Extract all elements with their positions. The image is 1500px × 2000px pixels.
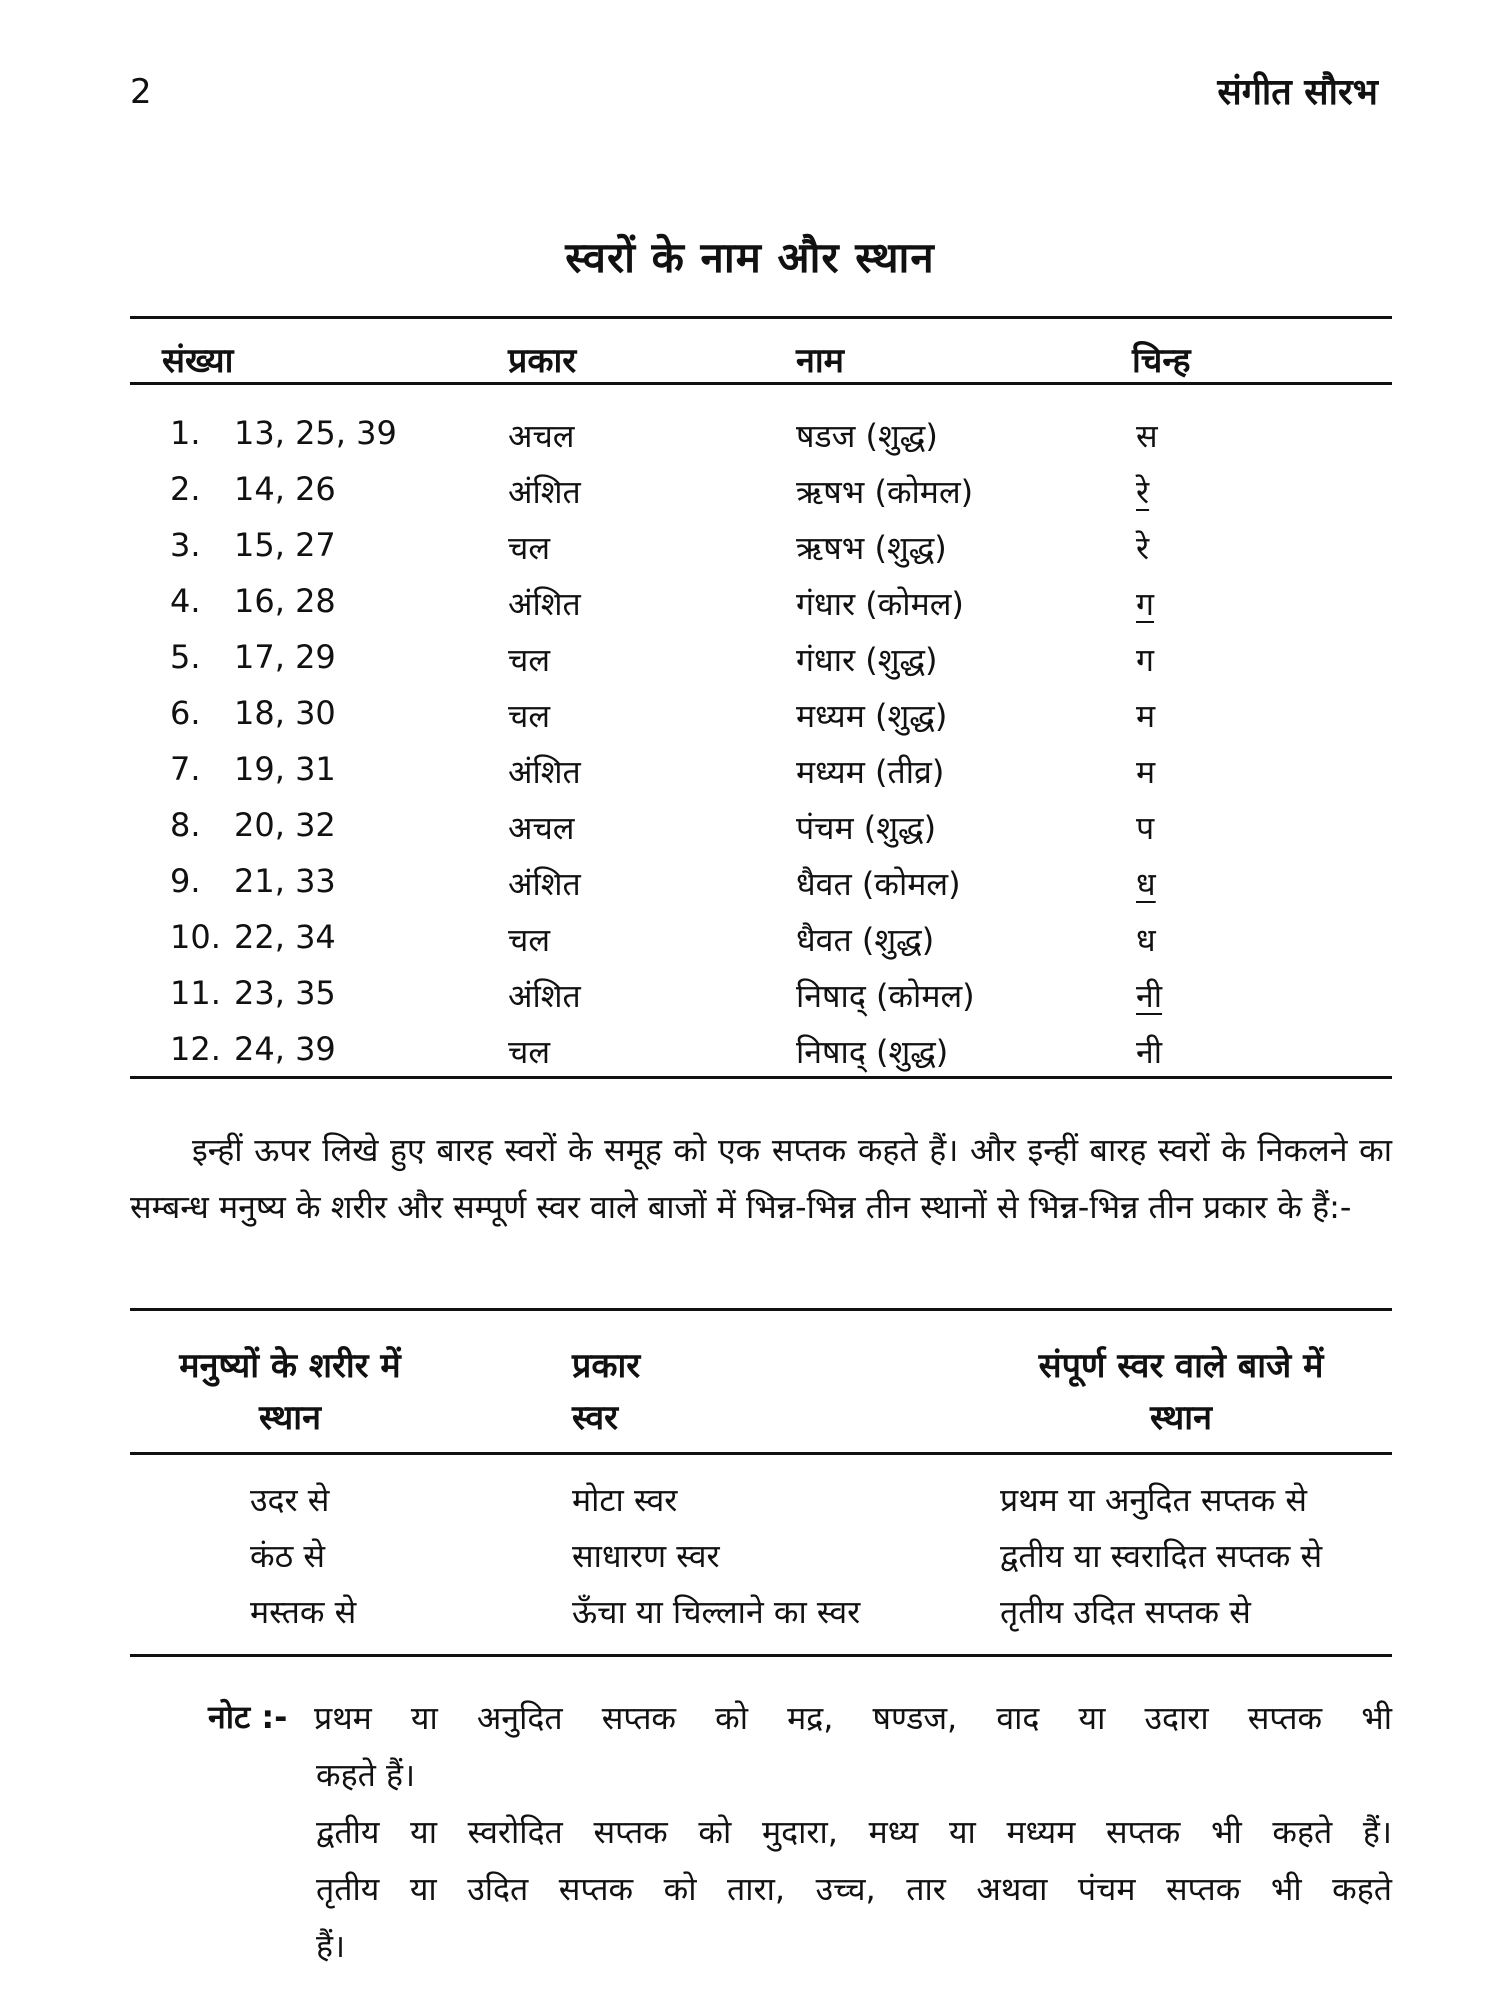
row-type: अचल — [508, 809, 575, 847]
row-numbers: 16, 28 — [234, 582, 336, 620]
note-line-1-cont: कहते हैं। — [316, 1756, 416, 1794]
row-symbol: म — [1136, 750, 1500, 793]
header-name: नाम — [796, 341, 845, 381]
row-index: 9. — [170, 862, 201, 900]
row-symbol: ध — [1136, 865, 1156, 903]
row-symbol: नी — [1136, 1033, 1163, 1071]
note-line-1: प्रथम या अनुदित सप्तक को मद्र, षण्डज, वाद या उदारा सप्तक भी — [314, 1699, 1392, 1737]
row-numbers: 20, 32 — [234, 806, 336, 844]
row-name: मध्यम (तीव्र) — [796, 753, 945, 791]
header-instrument-place-line1: संपूर्ण स्वर वाले बाजे में — [1038, 1346, 1324, 1386]
row-type: अंशित — [508, 473, 581, 511]
row-voice: मोटा स्वर — [572, 1481, 678, 1519]
header-body-place — [130, 1340, 450, 1444]
row-body-place: मस्तक से — [250, 1593, 357, 1631]
row-index: 8. — [170, 806, 201, 844]
note-line-2: द्वतीय या स्वरोदित सप्तक को मुदारा, मध्य या मध्यम सप्तक भी कहते हैं। — [316, 1813, 1392, 1851]
row-symbol: स — [1136, 417, 1158, 455]
header-instrument-place-line2: स्थान — [1150, 1398, 1212, 1438]
note-line-3: तृतीय या उदित सप्तक को तारा, उच्च, तार अथवा पंचम सप्तक भी कहते — [316, 1870, 1392, 1908]
row-octave: प्रथम या अनुदित सप्तक से — [1000, 1481, 1307, 1519]
row-name: पंचम (शुद्ध) — [796, 809, 937, 847]
row-index: 2. — [170, 470, 201, 508]
row-type: अंशित — [508, 977, 581, 1015]
row-body-place: कंठ से — [250, 1537, 325, 1575]
note-label: नोट :- — [208, 1698, 288, 1736]
row-voice: साधारण स्वर — [572, 1537, 720, 1575]
header-voice-type-line1: प्रकार — [572, 1346, 641, 1386]
row-voice: ऊँचा या चिल्लाने का स्वर — [572, 1593, 861, 1631]
row-numbers: 15, 27 — [234, 526, 336, 564]
row-symbol: म — [1136, 697, 1156, 735]
row-index: 6. — [170, 694, 201, 732]
row-index: 10. — [170, 918, 221, 956]
header-voice-type — [572, 1340, 640, 1444]
row-type: चल — [508, 697, 551, 735]
header-body-place-line2: स्थान — [259, 1398, 321, 1438]
row-numbers: 18, 30 — [234, 694, 336, 732]
row-type: अंशित — [508, 865, 581, 903]
row-numbers: 17, 29 — [234, 638, 336, 676]
table2-bottom-rule — [130, 1654, 1392, 1657]
row-type: अंशित — [508, 585, 581, 623]
row-numbers: 14, 26 — [234, 470, 336, 508]
note-line-3-cont: हैं। — [316, 1927, 346, 1965]
row-index: 4. — [170, 582, 201, 620]
row-numbers: 22, 34 — [234, 918, 336, 956]
row-type: अचल — [508, 417, 575, 455]
row-octave: तृतीय उदित सप्तक से — [1000, 1593, 1251, 1631]
row-name: गंधार (कोमल) — [796, 585, 964, 623]
row-symbol: रे — [1136, 473, 1150, 511]
header-type: प्रकार — [508, 341, 577, 381]
row-type: चल — [508, 529, 551, 567]
row-index: 7. — [170, 750, 201, 788]
table-bottom-rule — [130, 1076, 1392, 1079]
row-symbol: ग — [1136, 585, 1155, 623]
row-type: चल — [508, 921, 551, 959]
row-name: मध्यम (शुद्ध) — [796, 697, 948, 735]
row-type: अंशित — [508, 753, 581, 791]
row-numbers: 19, 31 — [234, 750, 336, 788]
row-numbers: 23, 35 — [234, 974, 336, 1012]
row-symbol: प — [1136, 809, 1155, 847]
row-index: 12. — [170, 1030, 221, 1068]
section-title: स्वरों के नाम और स्थान — [565, 233, 935, 282]
row-index: 11. — [170, 974, 221, 1012]
table2-header-rule — [130, 1452, 1392, 1455]
row-type: चल — [508, 1033, 551, 1071]
row-numbers: 21, 33 — [234, 862, 336, 900]
row-name: धैवत (शुद्ध) — [796, 921, 935, 959]
row-numbers: 13, 25, 39 — [234, 414, 397, 452]
book-title: संगीत सौरभ — [1217, 72, 1378, 113]
table-header-rule — [130, 382, 1392, 385]
header-instrument-place — [970, 1340, 1392, 1444]
table2-top-rule — [130, 1308, 1392, 1311]
header-voice-type-line2: स्वर — [572, 1398, 619, 1438]
row-name: निषाद् (कोमल) — [796, 977, 975, 1015]
header-symbol: चिन्ह — [1132, 341, 1191, 381]
table-top-rule — [130, 316, 1392, 319]
row-index: 1. — [170, 414, 201, 452]
row-type: चल — [508, 641, 551, 679]
row-numbers: 24, 39 — [234, 1030, 336, 1068]
header-number: संख्या — [162, 341, 234, 381]
row-name: ऋषभ (शुद्ध) — [796, 529, 947, 567]
row-symbol: रे — [1136, 529, 1150, 567]
row-symbol: नी — [1136, 977, 1163, 1015]
row-body-place: उदर से — [250, 1481, 330, 1519]
row-symbol: ग — [1136, 641, 1155, 679]
row-name: गंधार (शुद्ध) — [796, 641, 938, 679]
header-body-place-line1: मनुष्यों के शरीर में — [179, 1346, 401, 1386]
intro-paragraph: इन्हीं ऊपर लिखे हुए बारह स्वरों के समूह को एक सप्तक कहते हैं। और इन्हीं बारह स्वरों के निकलने का सम्बन्ध मनुष्य के शरीर और सम्पूर्ण स्वर वाले बाजों में भिन्न-भिन्न तीन स्थानों से भिन्न-भिन्न तीन प्रकार के हैं:- — [130, 1131, 1392, 1226]
row-name: ऋषभ (कोमल) — [796, 473, 974, 511]
page-number: 2 — [130, 72, 152, 112]
row-name: धैवत (कोमल) — [796, 865, 961, 903]
row-index: 5. — [170, 638, 201, 676]
row-name: षडज (शुद्ध) — [796, 417, 938, 455]
row-octave: द्वतीय या स्वरादित सप्तक से — [1000, 1537, 1323, 1575]
row-index: 3. — [170, 526, 201, 564]
row-name: निषाद् (शुद्ध) — [796, 1033, 949, 1071]
row-symbol: ध — [1136, 921, 1156, 959]
